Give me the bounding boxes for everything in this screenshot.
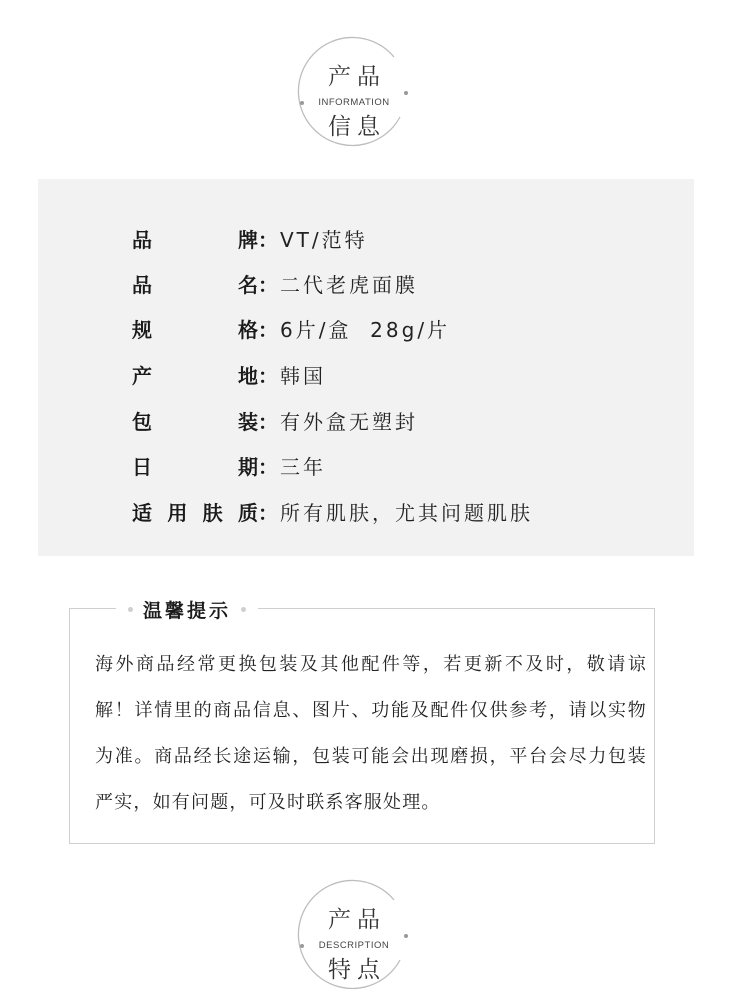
tips-heading	[116, 596, 258, 622]
info-row-label-char: 适	[132, 500, 152, 525]
info-row-value: VT/范特	[280, 227, 368, 252]
info-row-label	[132, 314, 258, 343]
info-row-label-char: 格	[238, 317, 258, 342]
badge-title-top: 产品	[328, 907, 386, 933]
info-row-colon: ：	[258, 500, 278, 525]
info-row	[132, 450, 326, 480]
info-row	[132, 405, 418, 435]
info-row-colon: ：	[258, 454, 278, 479]
tips-title: 温馨提示	[143, 599, 232, 622]
info-row-value: 二代老虎面膜	[280, 272, 418, 297]
info-row-label	[132, 360, 258, 389]
dot-icon	[128, 607, 133, 612]
info-row	[132, 313, 450, 343]
info-row-label-char: 肤	[202, 500, 223, 525]
badge-title-bottom: 特点	[328, 957, 386, 983]
info-row-value: 韩国	[280, 363, 326, 388]
dot-icon	[241, 607, 246, 612]
info-row-label-char: 包	[132, 409, 152, 434]
info-row-label-char: 质	[237, 500, 258, 525]
info-row-value: 所有肌肤，尤其问题肌肤	[280, 500, 533, 525]
badge-subtitle: INFORMATION	[318, 97, 390, 108]
info-row-label-char: 品	[132, 272, 152, 297]
badge-subtitle: DESCRIPTION	[318, 940, 390, 951]
info-row-colon: ：	[258, 317, 278, 342]
info-row-label	[132, 497, 258, 526]
info-row-label-char: 用	[167, 500, 188, 525]
info-row-colon: ：	[258, 409, 278, 434]
info-row-colon: ：	[258, 272, 278, 297]
badge-title-top: 产品	[328, 64, 386, 90]
info-row-value: 有外盒无塑封	[280, 409, 418, 434]
info-row-value: 6片/盒 28g/片	[280, 317, 451, 342]
info-row-label	[132, 224, 258, 253]
info-row-label-char: 产	[132, 363, 152, 388]
product-info-badge	[296, 33, 412, 149]
info-row	[132, 223, 368, 253]
info-row-value: 三年	[280, 454, 326, 479]
info-row-label	[132, 269, 258, 298]
info-row-label-char: 品	[132, 227, 152, 252]
info-row	[132, 496, 533, 526]
info-row-label-char: 期	[238, 454, 258, 479]
info-row-label-char: 名	[238, 272, 258, 297]
product-description-badge	[296, 876, 412, 992]
info-row-label-char: 装	[238, 409, 258, 434]
info-row	[132, 268, 418, 298]
info-row-label-char: 日	[132, 454, 152, 479]
info-row-colon: ：	[258, 363, 278, 388]
info-row	[132, 359, 326, 389]
badge-title-bottom: 信息	[328, 114, 386, 140]
info-row-colon: ：	[258, 227, 278, 252]
info-row-label	[132, 451, 258, 480]
info-row-label-char: 牌	[238, 227, 258, 252]
info-row-label	[132, 406, 258, 435]
info-row-label-char: 规	[132, 317, 152, 342]
tips-text: 海外商品经常更换包装及其他配件等，若更新不及时，敬请谅解！详情里的商品信息、图片、功能及配件仅供参考，请以实物为准。商品经长途运输，包装可能会出现磨损，平台会尽力包装严实，如有问题，可及时联系客服处理。	[95, 654, 647, 813]
info-row-label-char: 地	[238, 363, 258, 388]
